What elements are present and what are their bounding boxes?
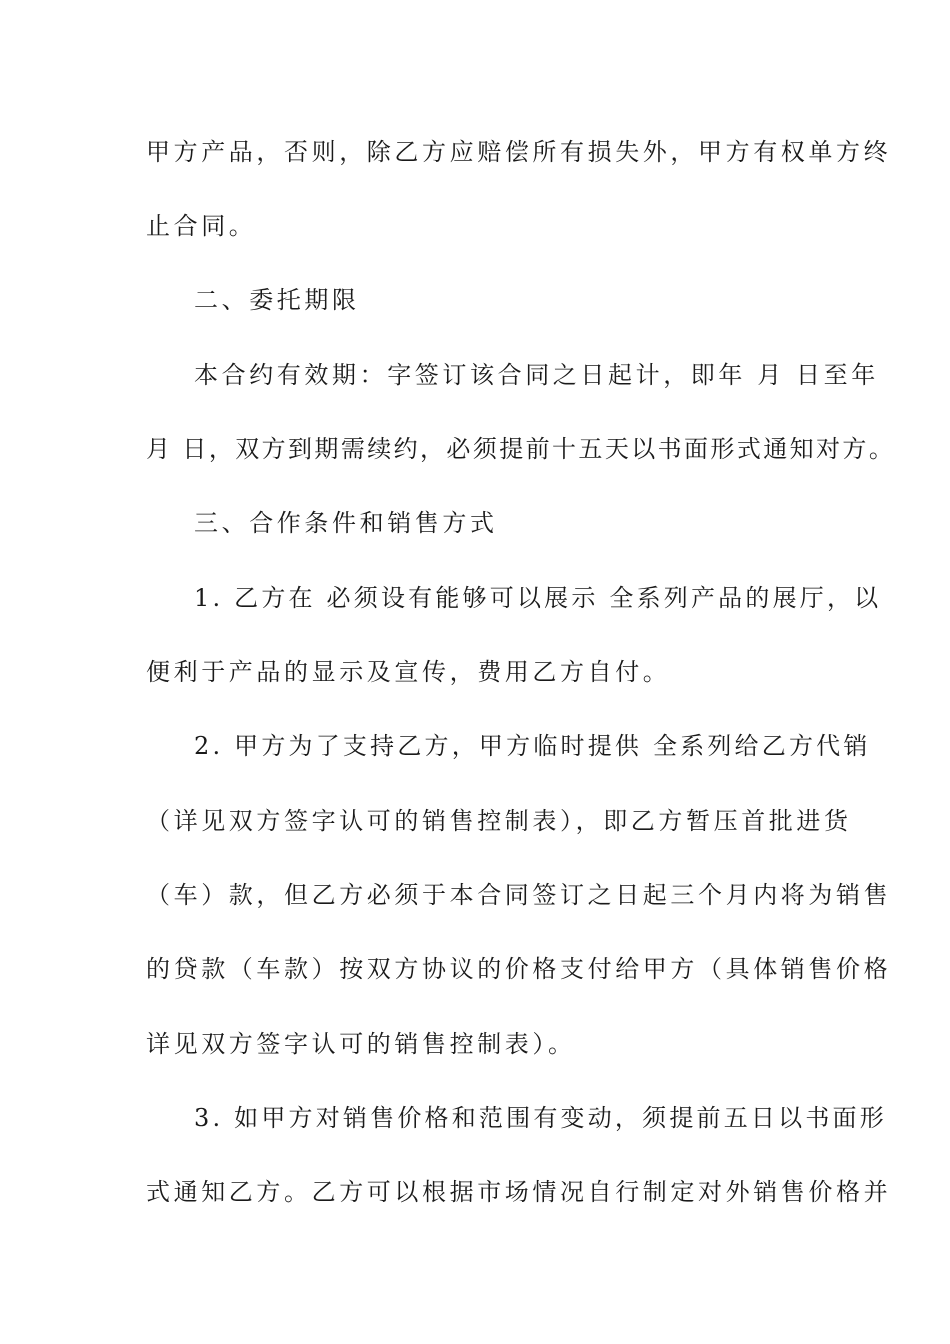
text-line: 本合约有效期：字签订该合同之日起计，即年 月 日至年 <box>194 361 879 389</box>
section-heading: 三、合作条件和销售方式 <box>194 509 498 537</box>
text-line: 2. 甲方为了支持乙方，甲方临时提供 全系列给乙方代销 <box>194 732 871 760</box>
text-line: 甲方产品，否则，除乙方应赔偿所有损失外，甲方有权单方终 <box>146 138 892 166</box>
text-line: （详见双方签字认可的销售控制表），即乙方暂压首批进货 <box>146 807 852 835</box>
text-line: 3. 如甲方对销售价格和范围有变动，须提前五日以书面形 <box>194 1104 887 1132</box>
text-line: 式通知乙方。乙方可以根据市场情况自行制定对外销售价格并 <box>146 1178 892 1206</box>
text-line: 1. 乙方在 必须设有能够可以展示 全系列产品的展厅，以 <box>194 584 882 612</box>
text-line: 便利于产品的显示及宣传，费用乙方自付。 <box>146 658 671 686</box>
section-heading: 二、委托期限 <box>194 286 360 314</box>
text-line: 的贷款（车款）按双方协议的价格支付给甲方（具体销售价格 <box>146 955 892 983</box>
text-line: 月 日，双方到期需续约，必须提前十五天以书面形式通知对方。 <box>146 435 896 463</box>
text-line: （车）款，但乙方必须于本合同签订之日起三个月内将为销售 <box>146 881 892 909</box>
text-line: 止合同。 <box>146 212 257 240</box>
text-line: 详见双方签字认可的销售控制表）。 <box>146 1030 576 1058</box>
